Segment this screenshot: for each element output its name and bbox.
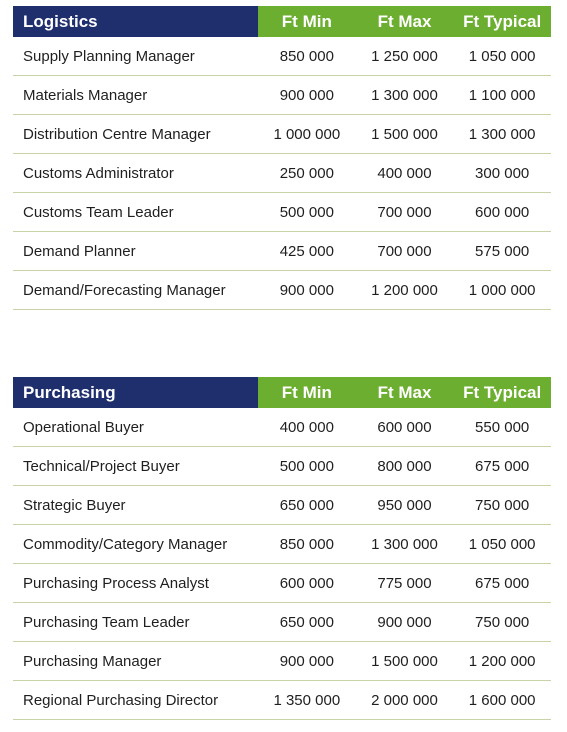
- typical-salary-cell: 1 300 000: [453, 115, 551, 154]
- purchasing-header-row: [13, 377, 551, 408]
- max-salary-cell: 800 000: [356, 447, 454, 486]
- max-salary-cell: 1 500 000: [356, 115, 454, 154]
- role-cell: Regional Purchasing Director: [13, 681, 258, 720]
- typical-salary-cell: 1 100 000: [453, 76, 551, 115]
- role-cell: Demand Planner: [13, 232, 258, 271]
- purchasing-col-typical: Ft Typical: [453, 377, 551, 408]
- logistics-col-max: Ft Max: [356, 6, 454, 37]
- table-row: [13, 76, 551, 115]
- typical-salary-cell: 300 000: [453, 154, 551, 193]
- typical-salary-cell: 575 000: [453, 232, 551, 271]
- purchasing-body: [13, 408, 551, 720]
- role-cell: Purchasing Team Leader: [13, 603, 258, 642]
- max-salary-cell: 1 300 000: [356, 76, 454, 115]
- typical-salary-cell: 750 000: [453, 486, 551, 525]
- role-cell: Purchasing Manager: [13, 642, 258, 681]
- min-salary-cell: 850 000: [258, 37, 356, 76]
- max-salary-cell: 1 250 000: [356, 37, 454, 76]
- min-salary-cell: 425 000: [258, 232, 356, 271]
- min-salary-cell: 900 000: [258, 271, 356, 310]
- min-salary-cell: 650 000: [258, 486, 356, 525]
- purchasing-col-max: Ft Max: [356, 377, 454, 408]
- role-cell: Commodity/Category Manager: [13, 525, 258, 564]
- logistics-col-min: Ft Min: [258, 6, 356, 37]
- typical-salary-cell: 600 000: [453, 193, 551, 232]
- min-salary-cell: 1 000 000: [258, 115, 356, 154]
- typical-salary-cell: 1 050 000: [453, 525, 551, 564]
- logistics-header-row: [13, 6, 551, 37]
- purchasing-table: [13, 377, 551, 720]
- min-salary-cell: 400 000: [258, 408, 356, 447]
- table-row: [13, 642, 551, 681]
- logistics-table: [13, 6, 551, 310]
- min-salary-cell: 650 000: [258, 603, 356, 642]
- max-salary-cell: 900 000: [356, 603, 454, 642]
- typical-salary-cell: 675 000: [453, 447, 551, 486]
- role-cell: Strategic Buyer: [13, 486, 258, 525]
- role-cell: Distribution Centre Manager: [13, 115, 258, 154]
- typical-salary-cell: 1 200 000: [453, 642, 551, 681]
- role-cell: Customs Administrator: [13, 154, 258, 193]
- max-salary-cell: 775 000: [356, 564, 454, 603]
- table-row: [13, 154, 551, 193]
- role-cell: Supply Planning Manager: [13, 37, 258, 76]
- role-cell: Technical/Project Buyer: [13, 447, 258, 486]
- table-row: [13, 681, 551, 720]
- max-salary-cell: 400 000: [356, 154, 454, 193]
- max-salary-cell: 600 000: [356, 408, 454, 447]
- typical-salary-cell: 1 600 000: [453, 681, 551, 720]
- typical-salary-cell: 550 000: [453, 408, 551, 447]
- typical-salary-cell: 750 000: [453, 603, 551, 642]
- table-row: [13, 564, 551, 603]
- min-salary-cell: 600 000: [258, 564, 356, 603]
- logistics-title: Logistics: [13, 6, 258, 37]
- role-cell: Operational Buyer: [13, 408, 258, 447]
- table-row: [13, 193, 551, 232]
- max-salary-cell: 2 000 000: [356, 681, 454, 720]
- max-salary-cell: 1 200 000: [356, 271, 454, 310]
- table-row: [13, 525, 551, 564]
- min-salary-cell: 500 000: [258, 447, 356, 486]
- typical-salary-cell: 1 050 000: [453, 37, 551, 76]
- table-row: [13, 232, 551, 271]
- min-salary-cell: 1 350 000: [258, 681, 356, 720]
- table-row: [13, 408, 551, 447]
- table-row: [13, 37, 551, 76]
- table-row: [13, 486, 551, 525]
- min-salary-cell: 900 000: [258, 642, 356, 681]
- min-salary-cell: 900 000: [258, 76, 356, 115]
- max-salary-cell: 700 000: [356, 193, 454, 232]
- table-row: [13, 447, 551, 486]
- role-cell: Materials Manager: [13, 76, 258, 115]
- purchasing-col-min: Ft Min: [258, 377, 356, 408]
- table-row: [13, 115, 551, 154]
- role-cell: Purchasing Process Analyst: [13, 564, 258, 603]
- min-salary-cell: 850 000: [258, 525, 356, 564]
- typical-salary-cell: 675 000: [453, 564, 551, 603]
- typical-salary-cell: 1 000 000: [453, 271, 551, 310]
- purchasing-title: Purchasing: [13, 377, 258, 408]
- max-salary-cell: 950 000: [356, 486, 454, 525]
- max-salary-cell: 1 500 000: [356, 642, 454, 681]
- min-salary-cell: 500 000: [258, 193, 356, 232]
- role-cell: Demand/Forecasting Manager: [13, 271, 258, 310]
- max-salary-cell: 1 300 000: [356, 525, 454, 564]
- role-cell: Customs Team Leader: [13, 193, 258, 232]
- max-salary-cell: 700 000: [356, 232, 454, 271]
- min-salary-cell: 250 000: [258, 154, 356, 193]
- logistics-col-typical: Ft Typical: [453, 6, 551, 37]
- logistics-body: [13, 37, 551, 310]
- table-row: [13, 271, 551, 310]
- table-row: [13, 603, 551, 642]
